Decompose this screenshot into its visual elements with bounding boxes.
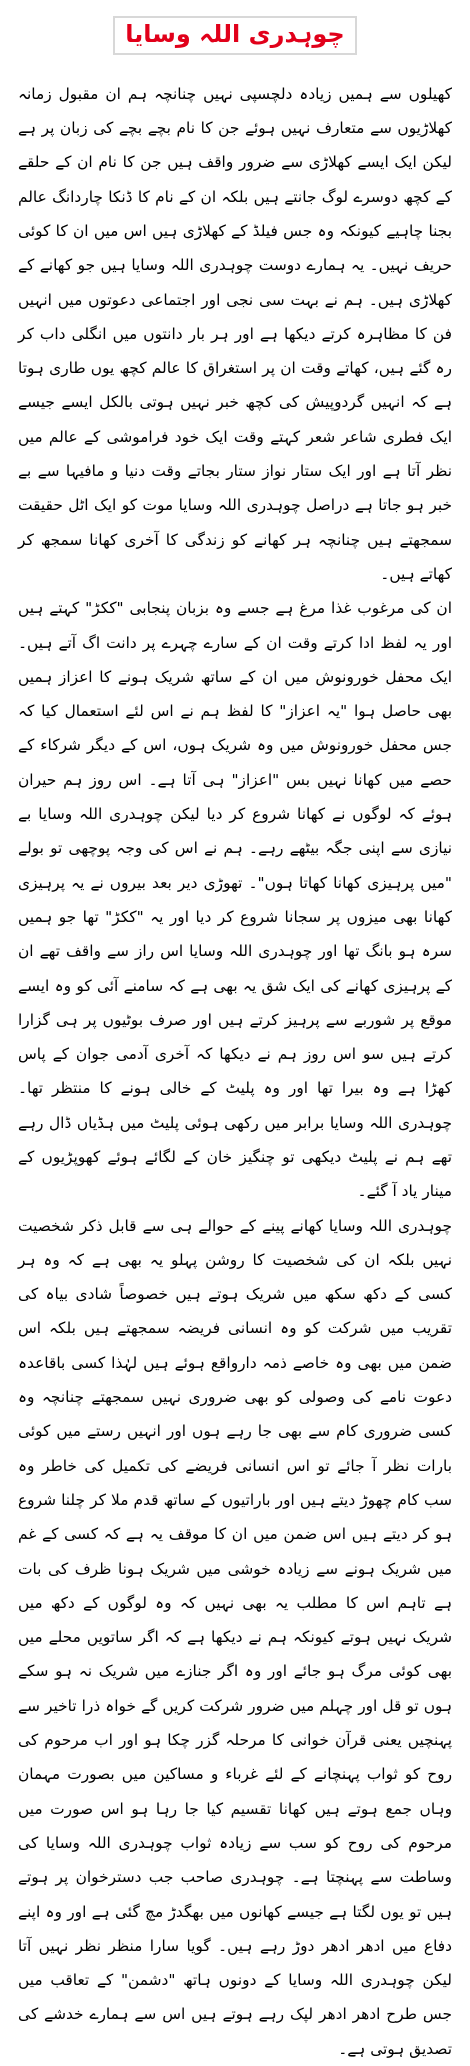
title-container xyxy=(12,16,458,55)
article-title: چوہدری اللہ وسایا xyxy=(113,16,356,55)
article-body xyxy=(12,77,458,2066)
paragraph-1: کھیلوں سے ہمیں زیادہ دلچسپی نہیں چنانچہ ہم ان مقبول زمانہ کھلاڑیوں سے متعارف نہیں ہوئے جن کا نام بچے بچے کی زبان پر ہے لیکن ایک ایسے کھلاڑی سے ضرور واقف ہیں جن کا نام ان کے حلقے کے کچھ دوسرے لوگ جانتے ہیں بلکہ ان کے نام کا ڈنکا چاردانگ عالم بجنا چاہیے کیونکہ وہ جس فیلڈ کے کھلاڑی ہیں اس میں ان کا کوئی حریف نہیں۔ یہ ہمارے دوست چوہدری اللہ وسایا ہیں جو کھانے کے کھلاڑی ہیں۔ ہم نے بہت سی نجی اور اجتماعی دعوتوں میں انہیں فن کا مظاہرہ کرتے دیکھا ہے اور ہر بار دانتوں میں انگلی داب کر رہ گئے ہیں، کھاتے وقت ان پر استغراق کا عالم کچھ یوں طاری ہوتا ہے کہ انہیں گردوپیش کی کچھ خبر نہیں ہوتی بالکل ایسے جیسے ایک فطری شاعر شعر کہتے وقت ایک خود فراموشی کے عالم میں نظر آتا ہے اور ایک ستار نواز ستار بجاتے وقت دنیا و مافیہا سے بے خبر ہو جاتا ہے دراصل چوہدری اللہ وسایا موت کو ایک اٹل حقیقت سمجھتے ہیں چنانچہ ہر کھانے کو زندگی کا آخری کھانا سمجھ کر کھاتے ہیں۔ xyxy=(18,84,452,583)
paragraph-2: ان کی مرغوب غذا مرغ ہے جسے وہ بزبان پنجابی "ککڑ" کہتے ہیں اور یہ لفظ ادا کرتے وقت ان کے سارے چہرے پر دانت اگ آتے ہیں۔ ایک محفل خورونوش میں ان کے ساتھ شریک ہونے کا اعزاز ہمیں بھی حاصل ہوا "یہ اعزاز" کا لفظ ہم نے اس لئے استعمال کیا کہ جس محفل خورونوش میں وہ شریک ہوں، اس کے دیگر شرکاء کے حصے میں کھانا نہیں بس "اعزاز" ہی آتا ہے۔ اس روز ہم حیران ہوئے کہ لوگوں نے کھانا شروع کر دیا لیکن چوہدری اللہ وسایا بے نیازی سے اپنی جگہ بیٹھے رہے۔ ہم نے اس کی وجہ پوچھی تو بولے "میں پرہیزی کھانا کھاتا ہوں"۔ تھوڑی دیر بعد بیروں نے یہ پرہیزی کھانا بھی میزوں پر سجانا شروع کر دیا اور یہ "ککڑ" تھا جو ہمیں سرہ ہو بانگ تھا اور چوہدری اللہ وسایا اس راز سے واقف تھے ان کے پرہیزی کھانے کی ایک شق یہ بھی ہے کہ سامنے آئی کو وہ ایسے موقع پر شوربے سے پرہیز کرتے ہیں اور صرف بوٹیوں پر ہی گزارا کرتے ہیں سو اس روز ہم نے دیکھا کہ آخری آدمی جوان کے پاس کھڑا ہے وہ بیرا تھا اور وہ پلیٹ کے خالی ہونے کا منتظر تھا۔ چوہدری اللہ وسایا برابر میں رکھی ہوئی پلیٹ میں ہڈیاں ڈال رہے تھے ہم نے پلیٹ دیکھی تو چنگیز خان کے لگائے ہوئے کھوپڑیوں کے مینار یاد آ گئے۔ xyxy=(18,599,452,1201)
paragraph-3: چوہدری اللہ وسایا کھانے پینے کے حوالے ہی سے قابل ذکر شخصیت نہیں بلکہ ان کی شخصیت کا روشن پہلو یہ بھی ہے کہ وہ ہر کسی کے دکھ سکھ میں شریک ہوتے ہیں خصوصاً شادی بیاہ کی تقریب میں شرکت کو وہ انسانی فریضہ سمجھتے ہیں بلکہ اس ضمن میں بھی وہ خاصے ذمہ دارواقع ہوئے ہیں لہٰذا کسی باقاعدہ دعوت نامے کی وصولی کو بھی ضروری نہیں سمجھتے چنانچہ وہ کسی ضروری کام سے بھی جا رہے ہوں اور انہیں رستے میں کوئی بارات نظر آ جائے تو اس انسانی فریضے کی تکمیل کی خاطر وہ سب کام چھوڑ دیتے ہیں اور باراتیوں کے ساتھ قدم ملا کر چلنا شروع ہو کر دیتے ہیں اس ضمن میں ان کا موقف یہ ہے کہ کسی کے غم میں شریک ہونے سے زیادہ خوشی میں شریک ہونا ظرف کی بات ہے تاہم اس کا مطلب یہ بھی نہیں کہ وہ لوگوں کے دکھ میں شریک نہیں ہوتے کیونکہ ہم نے دیکھا ہے کہ اگر ساتویں محلے میں بھی کوئی مرگ ہو جائے اور وہ اگر جنازے میں شریک نہ ہو سکے ہوں تو قل اور چہلم میں ضرور شرکت کریں گے خواہ ذرا تاخیر سے پہنچیں یعنی قرآن خوانی کا مرحلہ گزر چکا ہو اور اب مرحوم کی روح کو ثواب پہنچانے کے لئے غرباء و مساکین میں بصورت مہمان وہاں جمع ہوتے ہیں کھانا تقسیم کیا جا رہا ہو اس صورت میں مرحوم کی روح کو سب سے زیادہ ثواب چوہدری اللہ وسایا کی وساطت سے پہنچتا ہے۔ چوہدری صاحب جب دسترخوان پر ہوتے ہیں تو یوں لگتا ہے جیسے کھانوں میں بھگدڑ مچ گئی ہے اور وہ اپنے دفاع میں ادھر ادھر دوڑ رہے ہیں۔ گویا سارا منظر نظر نہیں آتا لیکن چوہدری اللہ وسایا کے دونوں ہاتھ "دشمن" کے تعاقب میں جس طرح ادھر ادھر لپک رہے ہوتے ہیں اس سے ہمارے خدشے کی تصدیق ہوتی ہے۔ xyxy=(18,1216,452,2058)
